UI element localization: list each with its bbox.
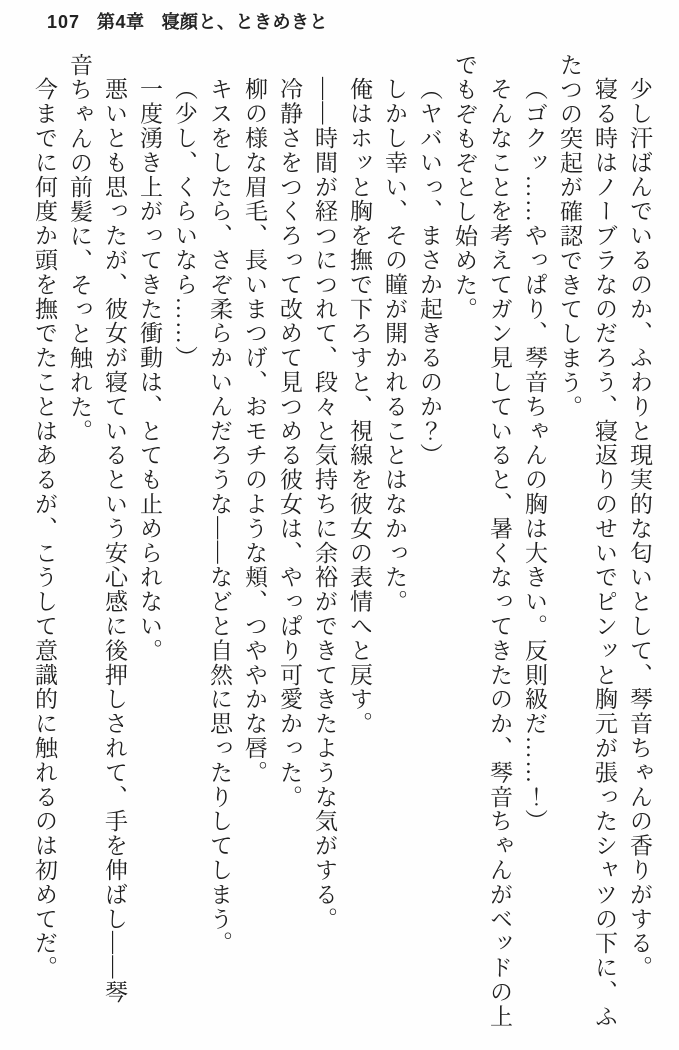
text-line: たつの突起が確認できてしまう。 xyxy=(557,53,582,419)
page-header xyxy=(47,8,328,34)
text-line: キスをしたら、さぞ柔らかいんだろうな――などと自然に思ったりしてしまう。 xyxy=(207,77,232,956)
chapter-label: 第4章 xyxy=(97,12,145,32)
text-line: （ヤバいっ、まさか起きるのか？） xyxy=(417,77,442,468)
page-number: 107 xyxy=(47,12,81,32)
text-line: 悪いとも思ったが、彼女が寝ているという安心感に後押しされて、手を伸ばし――琴 xyxy=(102,77,127,1005)
text-line: 冷静さをつくろって改めて見つめる彼女は、やっぱり可愛かった。 xyxy=(277,77,302,810)
text-line: そんなことを考えてガン見していると、暑くなってきたのか、琴音ちゃんがベッドの上 xyxy=(487,77,512,1029)
text-line: 一度湧き上がってきた衝動は、とても止められない。 xyxy=(137,77,162,663)
text-line: ――時間が経つにつれて、段々と気持ちに余裕ができてきたような気がする。 xyxy=(312,77,337,932)
text-line: 音ちゃんの前髪に、そっと触れた。 xyxy=(67,53,92,444)
chapter-title: 寝顔と、ときめきと xyxy=(161,12,329,32)
text-line: 柳の様な眉毛、長いまつげ、おモチのような頬、つややかな唇。 xyxy=(242,77,267,785)
text-line: 寝る時はノーブラなのだろう、寝返りのせいでピンッと胸元が張ったシャツの下に、ふ xyxy=(592,77,617,1029)
text-line: 少し汗ばんでいるのか、ふわりと現実的な匂いとして、琴音ちゃんの香りがする。 xyxy=(627,77,652,981)
text-line: 俺はホッと胸を撫で下ろすと、視線を彼女の表情へと戻す。 xyxy=(347,77,372,737)
text-line: （ゴクッ……やっぱり、琴音ちゃんの胸は大きい。反則級だ……！） xyxy=(522,77,547,834)
body-text xyxy=(27,53,657,1038)
text-line: でもぞもぞとし始めた。 xyxy=(452,53,477,322)
text-line: 今までに何度か頭を撫でたことはあるが、こうして意識的に触れるのは初めてだ。 xyxy=(32,77,57,981)
text-line: （少し、くらいなら……） xyxy=(172,77,197,371)
text-line: しかし幸い、その瞳が開かれることはなかった。 xyxy=(382,77,407,615)
